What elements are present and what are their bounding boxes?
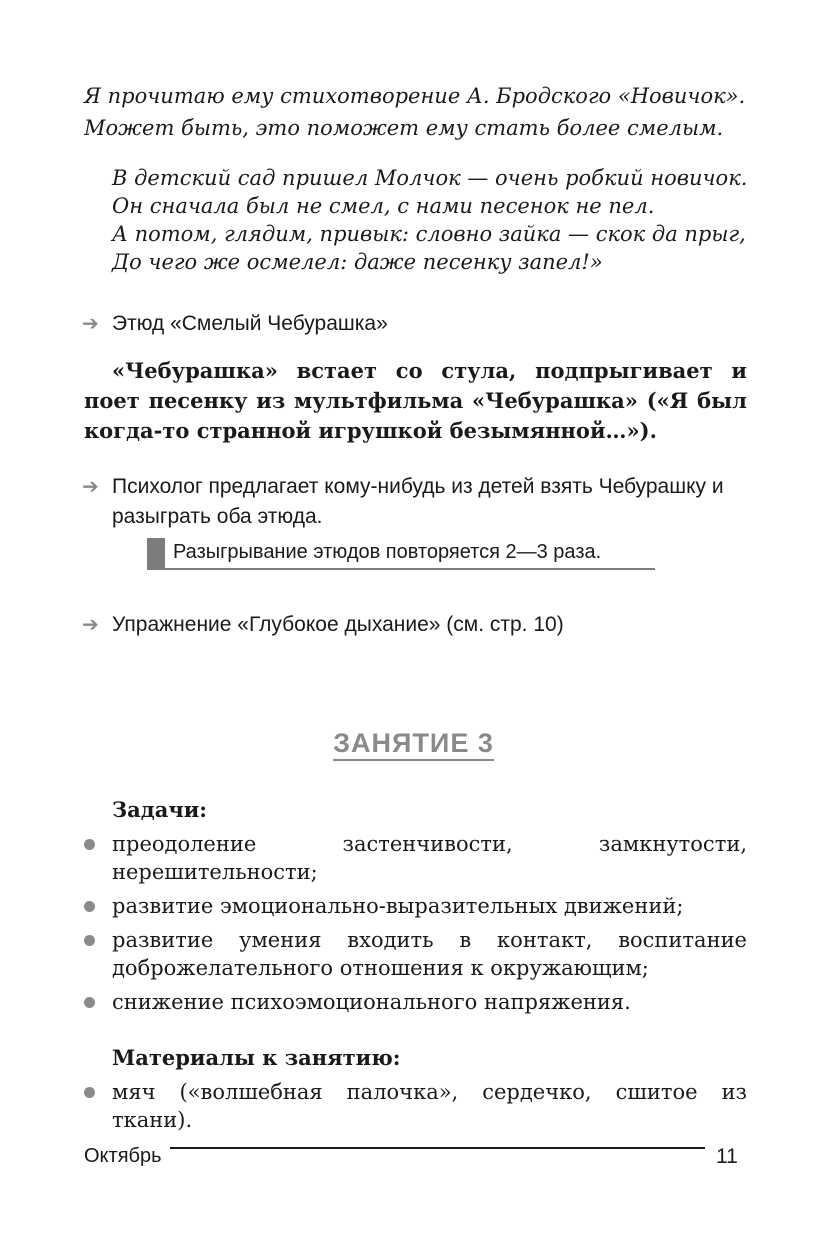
note-box (147, 538, 655, 570)
footer-month: Октябрь (84, 1145, 162, 1167)
poem-line: Он сначала был не смел, с нами песенок не пел. (112, 194, 655, 218)
tasks-heading: Задачи: (112, 797, 208, 822)
section-title-text: ЗАНЯТИЕ 3 (333, 728, 494, 761)
poem (112, 164, 762, 276)
arrow-right-icon: ➔ (82, 614, 99, 636)
bullet-dot-icon (84, 935, 95, 946)
footer-rule (170, 1147, 705, 1149)
section-title (0, 728, 827, 759)
material-text: мяч («волшебная палочка», сердечко, сшитое из ткани). (112, 1080, 747, 1132)
exercise-text: Упражнение «Глубокое дыхание» (см. стр. 10) (112, 613, 564, 636)
task-text: снижение психоэмоционального напряжения. (112, 990, 631, 1014)
note-text: Разыгрывание этюдов повторяется 2—3 раза. (173, 541, 602, 563)
materials-list (82, 1078, 747, 1140)
intro-line: Может быть, это поможет ему стать более смелым. (84, 116, 724, 140)
list-item (82, 892, 747, 920)
note-marker (147, 538, 165, 568)
task-text: развитие эмоционально-выразительных движений; (112, 894, 684, 918)
page-number: 11 (716, 1145, 738, 1168)
etude-title: Этюд «Смелый Чебурашка» (112, 312, 388, 335)
note-underline (147, 568, 655, 570)
list-item (82, 1078, 747, 1134)
arrow-right-icon: ➔ (82, 476, 99, 498)
bullet-dot-icon (84, 1087, 95, 1098)
psychologist-line (82, 472, 747, 532)
intro-line: Я прочитаю ему стихотворение А. Бродского «Новичок». (84, 84, 746, 108)
psychologist-text: Психолог предлагает кому-нибудь из детей взять Чебурашку и разыграть оба этюда. (112, 475, 724, 528)
etude-title-line (82, 309, 747, 339)
list-item (82, 926, 747, 982)
intro-paragraph (84, 80, 754, 144)
tasks-list (82, 830, 747, 1022)
poem-line: До чего же осмелел: даже песенку запел!» (112, 250, 603, 274)
materials-heading: Материалы к занятию: (112, 1045, 401, 1070)
arrow-right-icon: ➔ (82, 313, 99, 335)
bullet-dot-icon (84, 839, 95, 850)
task-text: преодоление застенчивости, замкнутости, нерешительности; (112, 832, 747, 884)
list-item (82, 830, 747, 886)
poem-line: А потом, глядим, привык: словно зайка — скок да прыг, (112, 222, 746, 246)
etude-text: «Чебурашка» встает со стула, подпрыгивает и поет песенку из мультфильма «Чебурашка» («Я был когда-то странной игрушкой безымянной…»). (84, 358, 747, 443)
bullet-dot-icon (84, 997, 95, 1008)
task-text: развитие умения входить в контакт, воспитание доброжелательного отношения к окружающим; (112, 928, 747, 980)
poem-line: В детский сад пришел Молчок — очень робкий новичок. (112, 166, 748, 190)
etude-description (84, 356, 747, 446)
bullet-dot-icon (84, 901, 95, 912)
list-item (82, 988, 747, 1016)
exercise-line (82, 610, 747, 640)
